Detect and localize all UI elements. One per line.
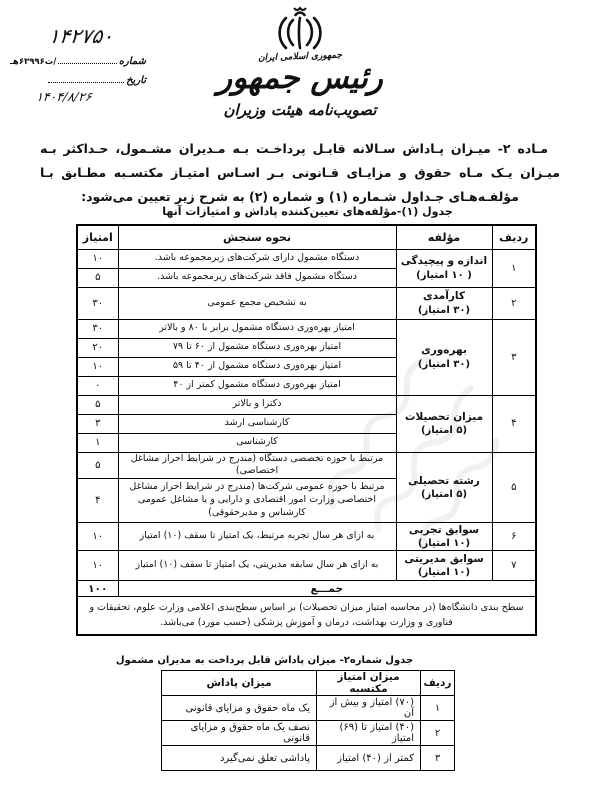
document-type-title: تصویب‌نامه هیئت وزیران <box>223 101 377 119</box>
article-2-paragraph: مـاده ۲- میـزان پـاداش سـالانه قابـل پرداخـت بـه مـدیران مشـمول، حـداکثر بـه میـزان یـک مـاه حقوق و مزایـای قـانونی بـر اسـاس امتیـاز مکتسـبه مطـابق بـا مؤلفـه‌هـای جـداول شـماره (۱) و شماره (۲) به شرح زیر تعیین می‌شود: <box>40 141 560 204</box>
iran-emblem-icon <box>272 6 328 56</box>
col-header-acquired-score: میزان امتیاز مکتسبه <box>317 671 421 696</box>
row-number: ۳ <box>421 746 455 771</box>
table-row <box>162 721 455 746</box>
component-name: رشته تحصیلی <box>408 474 480 487</box>
score-cell: ۳ <box>77 414 118 433</box>
table-row <box>162 696 455 721</box>
date-line <box>10 70 146 86</box>
component-max-score: (۳۰ امتیاز) <box>417 304 471 316</box>
row-number: ۶ <box>492 523 536 551</box>
note-row <box>77 597 536 635</box>
total-label: جمـــع <box>118 581 536 597</box>
component-cell <box>396 319 492 395</box>
score-cell: ۱۰ <box>77 357 118 376</box>
reward-cell: نصف یک ماه حقوق و مزایای قانونی <box>162 721 317 746</box>
table-row <box>77 319 536 338</box>
score-cell: ۰ <box>77 376 118 395</box>
method-cell: مرتبط با حوزه تخصصی دستگاه (مندرج در شرایط احراز مشاغل اختصاصی) <box>118 452 396 479</box>
component-name: اندازه و پیچیدگی <box>400 255 488 268</box>
components-scores-table <box>76 224 537 636</box>
component-max-score: (۵ امتیاز) <box>420 488 468 500</box>
row-number: ۴ <box>492 395 536 452</box>
method-cell: دستگاه مشمول دارای شرکت‌های زیرمجموعه باشد. <box>118 249 396 268</box>
table-row <box>162 746 455 771</box>
component-max-score: (۱۰ امتیاز) <box>417 567 471 579</box>
col-header-score: امتیاز <box>77 225 118 249</box>
table1-title: جدول (۱)-مؤلفه‌های تعیین‌کننده پاداش و امتیازات آنها <box>162 205 453 218</box>
number-label: شماره <box>118 56 146 67</box>
score-cell: ۱۰ <box>77 523 118 551</box>
score-cell: ۵ <box>77 395 118 414</box>
method-cell: به ازای هر سال سابقه مدیریتی، یک امتیاز تا سقف (۱۰) امتیاز <box>118 551 396 581</box>
row-number: ۳ <box>492 319 536 395</box>
row-number: ۱ <box>421 696 455 721</box>
handwritten-date: ۱۴۰۴/۸/۲۶ <box>35 89 93 104</box>
reference-stamp-block <box>10 24 146 104</box>
total-row <box>77 581 536 597</box>
method-cell: دستگاه مشمول فاقد شرکت‌های زیرمجموعه باشد. <box>118 268 396 287</box>
method-cell: امتیاز بهره‌وری دستگاه مشمول کمتر از ۴۰ <box>118 376 396 395</box>
col-header-row-number: ردیف <box>421 671 455 696</box>
method-cell: دکترا و بالاتر <box>118 395 396 414</box>
table-row <box>77 287 536 319</box>
total-score: ۱۰۰ <box>77 581 118 597</box>
method-cell: کارشناسی <box>118 433 396 452</box>
table-row <box>77 395 536 414</box>
method-cell: امتیاز بهره‌وری دستگاه مشمول از ۴۰ تا ۵۹ <box>118 357 396 376</box>
score-cell: ۴ <box>77 479 118 523</box>
component-max-score: (۳۰ امتیاز) <box>417 358 471 370</box>
score-cell: ۳۰ <box>77 287 118 319</box>
dotted-fill-line <box>48 73 124 83</box>
row-number: ۷ <box>492 551 536 581</box>
row-number: ۲ <box>421 721 455 746</box>
republic-title: جمهوری اسلامی ایران <box>257 50 343 64</box>
acquired-score-cell: کمتر از (۴۰) امتیاز <box>317 746 421 771</box>
component-name: بهره‌وری <box>421 344 467 357</box>
method-cell: کارشناسی ارشد <box>118 414 396 433</box>
date-label: تاریخ <box>126 75 146 86</box>
component-cell <box>396 551 492 581</box>
method-cell: امتیاز بهره‌وری دستگاه مشمول برابر با ۸۰ و بالاتر <box>118 319 396 338</box>
component-cell <box>396 249 492 287</box>
component-max-score: ( ۱۰ امتیاز) <box>416 269 472 281</box>
row-number: ۲ <box>492 287 536 319</box>
method-cell: مرتبط با حوزه عمومی شرکت‌ها (مندرج در شرایط احراز مشاغل اختصاصی وزارت امور اقتصادی و دارایی و یا مشاغل عمومی کارشناس و مدیرحقوقی) <box>118 479 396 523</box>
row-number: ۱ <box>492 249 536 287</box>
col-header-method: نحوه سنجش <box>118 225 396 249</box>
table2-title: جدول شماره۲- میزان پاداش قابل پرداخت به مدیران مشمول <box>115 655 414 666</box>
reward-cell: یک ماه حقوق و مزایای قانونی <box>162 696 317 721</box>
component-cell <box>396 452 492 523</box>
table-row <box>77 523 536 551</box>
component-name: سوابق مدیریتی <box>404 553 484 566</box>
acquired-score-cell: (۷۰) امتیاز و بیش از آن <box>317 696 421 721</box>
dotted-fill-line <box>58 54 116 64</box>
table-row <box>77 452 536 479</box>
number-line <box>10 51 146 67</box>
component-max-score: (۱۰ امتیاز) <box>417 538 471 550</box>
score-cell: ۵ <box>77 452 118 479</box>
score-cell: ۱۰ <box>77 249 118 268</box>
col-header-reward: میزان پاداش <box>162 671 317 696</box>
acquired-score-cell: (۴۰) امتیاز تا (۶۹) امتیاز <box>317 721 421 746</box>
score-cell: ۱ <box>77 433 118 452</box>
component-cell <box>396 287 492 319</box>
score-cell: ۲۰ <box>77 338 118 357</box>
component-cell <box>396 523 492 551</box>
president-title: رئیس جمهور <box>217 60 383 96</box>
decree-number-suffix: /ت۶۳۹۹۶هـ <box>10 57 57 67</box>
score-cell: ۵ <box>77 268 118 287</box>
reward-cell: پاداشی تعلق نمی‌گیرد <box>162 746 317 771</box>
table2-header-row <box>162 671 455 696</box>
method-cell: به تشخیص مجمع عمومی <box>118 287 396 319</box>
score-cell: ۳۰ <box>77 319 118 338</box>
table-row <box>77 551 536 581</box>
method-cell: به ازای هر سال تجربه مرتبط، یک امتیاز تا سقف (۱۰) امتیاز <box>118 523 396 551</box>
table1-footnote: سطح بندی دانشگاه‌ها (در محاسبه امتیاز میزان تحصیلات) بر اساس سطح‌بندی اعلامی وزارت علوم، تحقیقات و فناوری و وزارت بهداشت، درمان و آموزش پزشکی (حسب مورد) می‌باشد. <box>77 597 536 635</box>
table-row <box>77 249 536 268</box>
table1-header-row <box>77 225 536 249</box>
reward-amount-table <box>161 670 455 771</box>
score-cell: ۱۰ <box>77 551 118 581</box>
col-header-row-number: ردیف <box>492 225 536 249</box>
row-number: ۵ <box>492 452 536 523</box>
method-cell: امتیاز بهره‌وری دستگاه مشمول از ۶۰ تا ۷۹ <box>118 338 396 357</box>
handwritten-decree-number: ۱۴۲۷۵۰ <box>47 24 115 48</box>
component-cell <box>396 395 492 452</box>
component-max-score: (۵ امتیاز) <box>420 425 468 437</box>
component-name: سوابق تجربی <box>408 524 480 537</box>
component-name: میزان تحصیلات <box>404 410 484 423</box>
col-header-component: مؤلفه <box>396 225 492 249</box>
component-name: کارآمدی <box>423 290 465 303</box>
